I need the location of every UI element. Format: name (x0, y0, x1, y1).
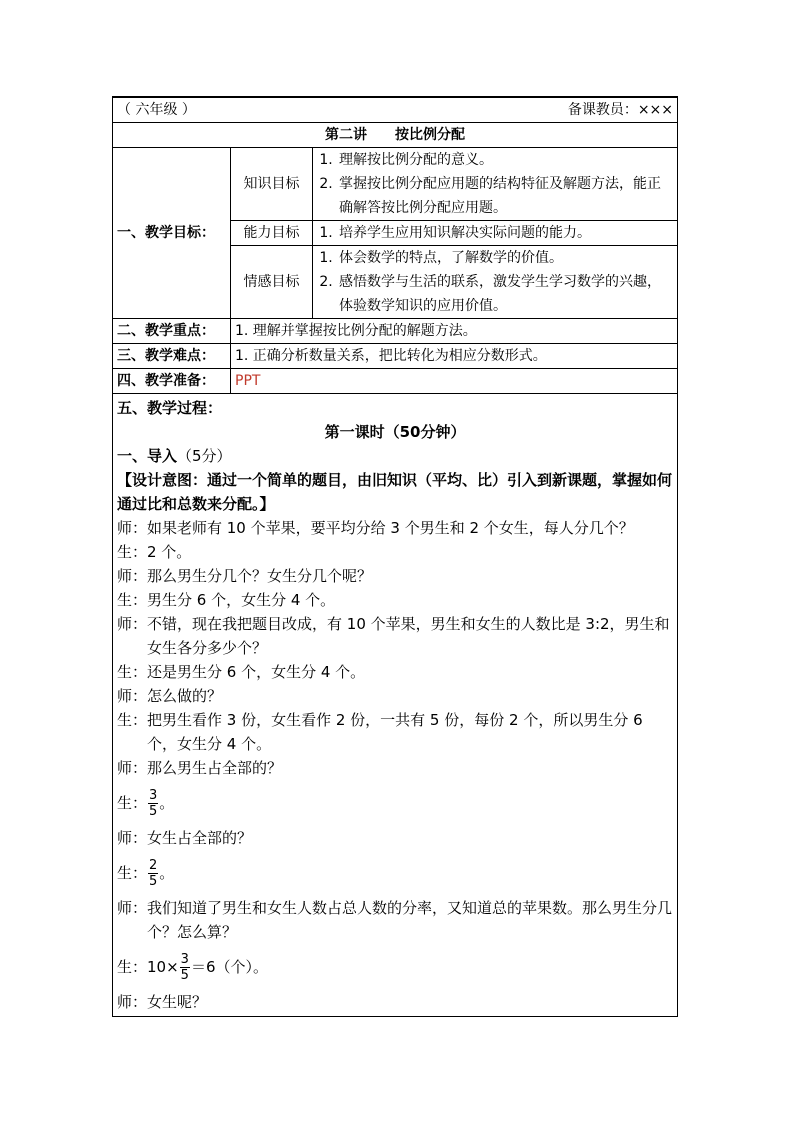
emotion-objective-label: 情感目标 (231, 246, 313, 319)
dialogue-line: 生：2 个。 (117, 543, 192, 561)
dialogue-line: 师：女生占全部的？ (117, 829, 253, 847)
fraction-answer-boys: 生： $\frac{3}{5}$ 。 (117, 788, 175, 819)
dialogue-line: 师：如果老师有 10 个苹果，要平均分给 3 个男生和 2 个女生，每人分几个？ (117, 519, 634, 537)
process-label: 五、教学过程： (117, 399, 223, 417)
list-item: 2. 掌握按比例分配应用题的结构特征及解题方法，能正确解答按比例分配应用题。 (319, 176, 661, 216)
dialogue-line: 师：那么男生分几个？女生分几个呢？ (117, 567, 373, 585)
dialogue-line: 师：那么男生占全部的？ (117, 759, 283, 777)
key-point-row (113, 319, 678, 344)
difficulty-label: 三、教学难点： (113, 344, 231, 369)
ability-objective-label: 能力目标 (231, 221, 313, 246)
teaching-process (113, 394, 678, 1017)
fraction: $\frac{3}{5}$ (149, 788, 158, 819)
lesson-title: 第二讲 按比例分配 (113, 123, 678, 148)
difficulty-text: 1. 正确分析数量关系，把比转化为相应分数形式。 (231, 344, 678, 369)
dialogue-line: 师：怎么做的？ (117, 687, 223, 705)
dialogue-line: 生：把男生看作 3 份，女生看作 2 份，一共有 5 份，每份 2 个，所以男生分 6 个，女生分 4 个。 (117, 711, 643, 753)
lesson-plan-page (112, 96, 677, 1017)
emotion-objective-list (313, 246, 673, 318)
key-point-text: 1. 理解并掌握按比例分配的解题方法。 (231, 319, 678, 344)
header-row (113, 97, 678, 123)
fraction: $\frac{3}{5}$ (180, 952, 189, 983)
dialogue-line: 师：不错，现在我把题目改成，有 10 个苹果，男生和女生的人数比是 3:2，男生和女生各分多少个？ (117, 615, 670, 657)
preparation-label: 四、教学准备： (113, 369, 231, 394)
list-item: 1. 理解按比例分配的意义。 (319, 152, 493, 168)
knowledge-objective-row (113, 148, 678, 221)
calculation-line: 生：10× $\frac{3}{5}$ ＝6（个）。 (117, 952, 268, 983)
ability-objective-list (313, 221, 673, 245)
key-point-label: 二、教学重点： (113, 319, 231, 344)
list-item: 2. 感悟数学与生活的联系，激发学生学习数学的兴趣，体验数学知识的应用价值。 (319, 274, 661, 314)
list-item: 1. 体会数学的特点，了解数学的价值。 (319, 250, 563, 266)
lesson-plan-table (112, 96, 678, 1017)
session-title: 第一课时（50分钟） (324, 423, 466, 441)
fraction: $\frac{2}{5}$ (149, 858, 158, 889)
objectives-label: 一、教学目标： (113, 148, 231, 319)
dialogue-line: 师：我们知道了男生和女生人数占总人数的分率，又知道总的苹果数。那么男生分几个？怎么算？ (117, 899, 673, 941)
dialogue-line: 生：男生分 6 个，女生分 4 个。 (117, 591, 336, 609)
dialogue-line: 师：女生呢？ (117, 993, 208, 1011)
knowledge-objective-list (313, 148, 673, 220)
intro-heading: 一、导入（5分） (117, 447, 232, 465)
difficulty-row (113, 344, 678, 369)
knowledge-objective-label: 知识目标 (231, 148, 313, 221)
teacher-label: 备课教员：××× (567, 102, 674, 118)
list-item: 1. 培养学生应用知识解决实际问题的能力。 (319, 225, 591, 241)
title-row (113, 123, 678, 148)
fraction-answer-girls: 生： $\frac{2}{5}$ 。 (117, 858, 175, 889)
design-intent: 【设计意图：通过一个简单的题目，由旧知识（平均、比）引入到新课题，掌握如何通过比和总数来分配。】 (117, 471, 673, 513)
dialogue-line: 生：还是男生分 6 个，女生分 4 个。 (117, 663, 366, 681)
preparation-text: PPT (231, 369, 678, 394)
preparation-row (113, 369, 678, 394)
process-row (113, 394, 678, 1017)
grade-label: （ 六年级 ） (117, 102, 196, 118)
